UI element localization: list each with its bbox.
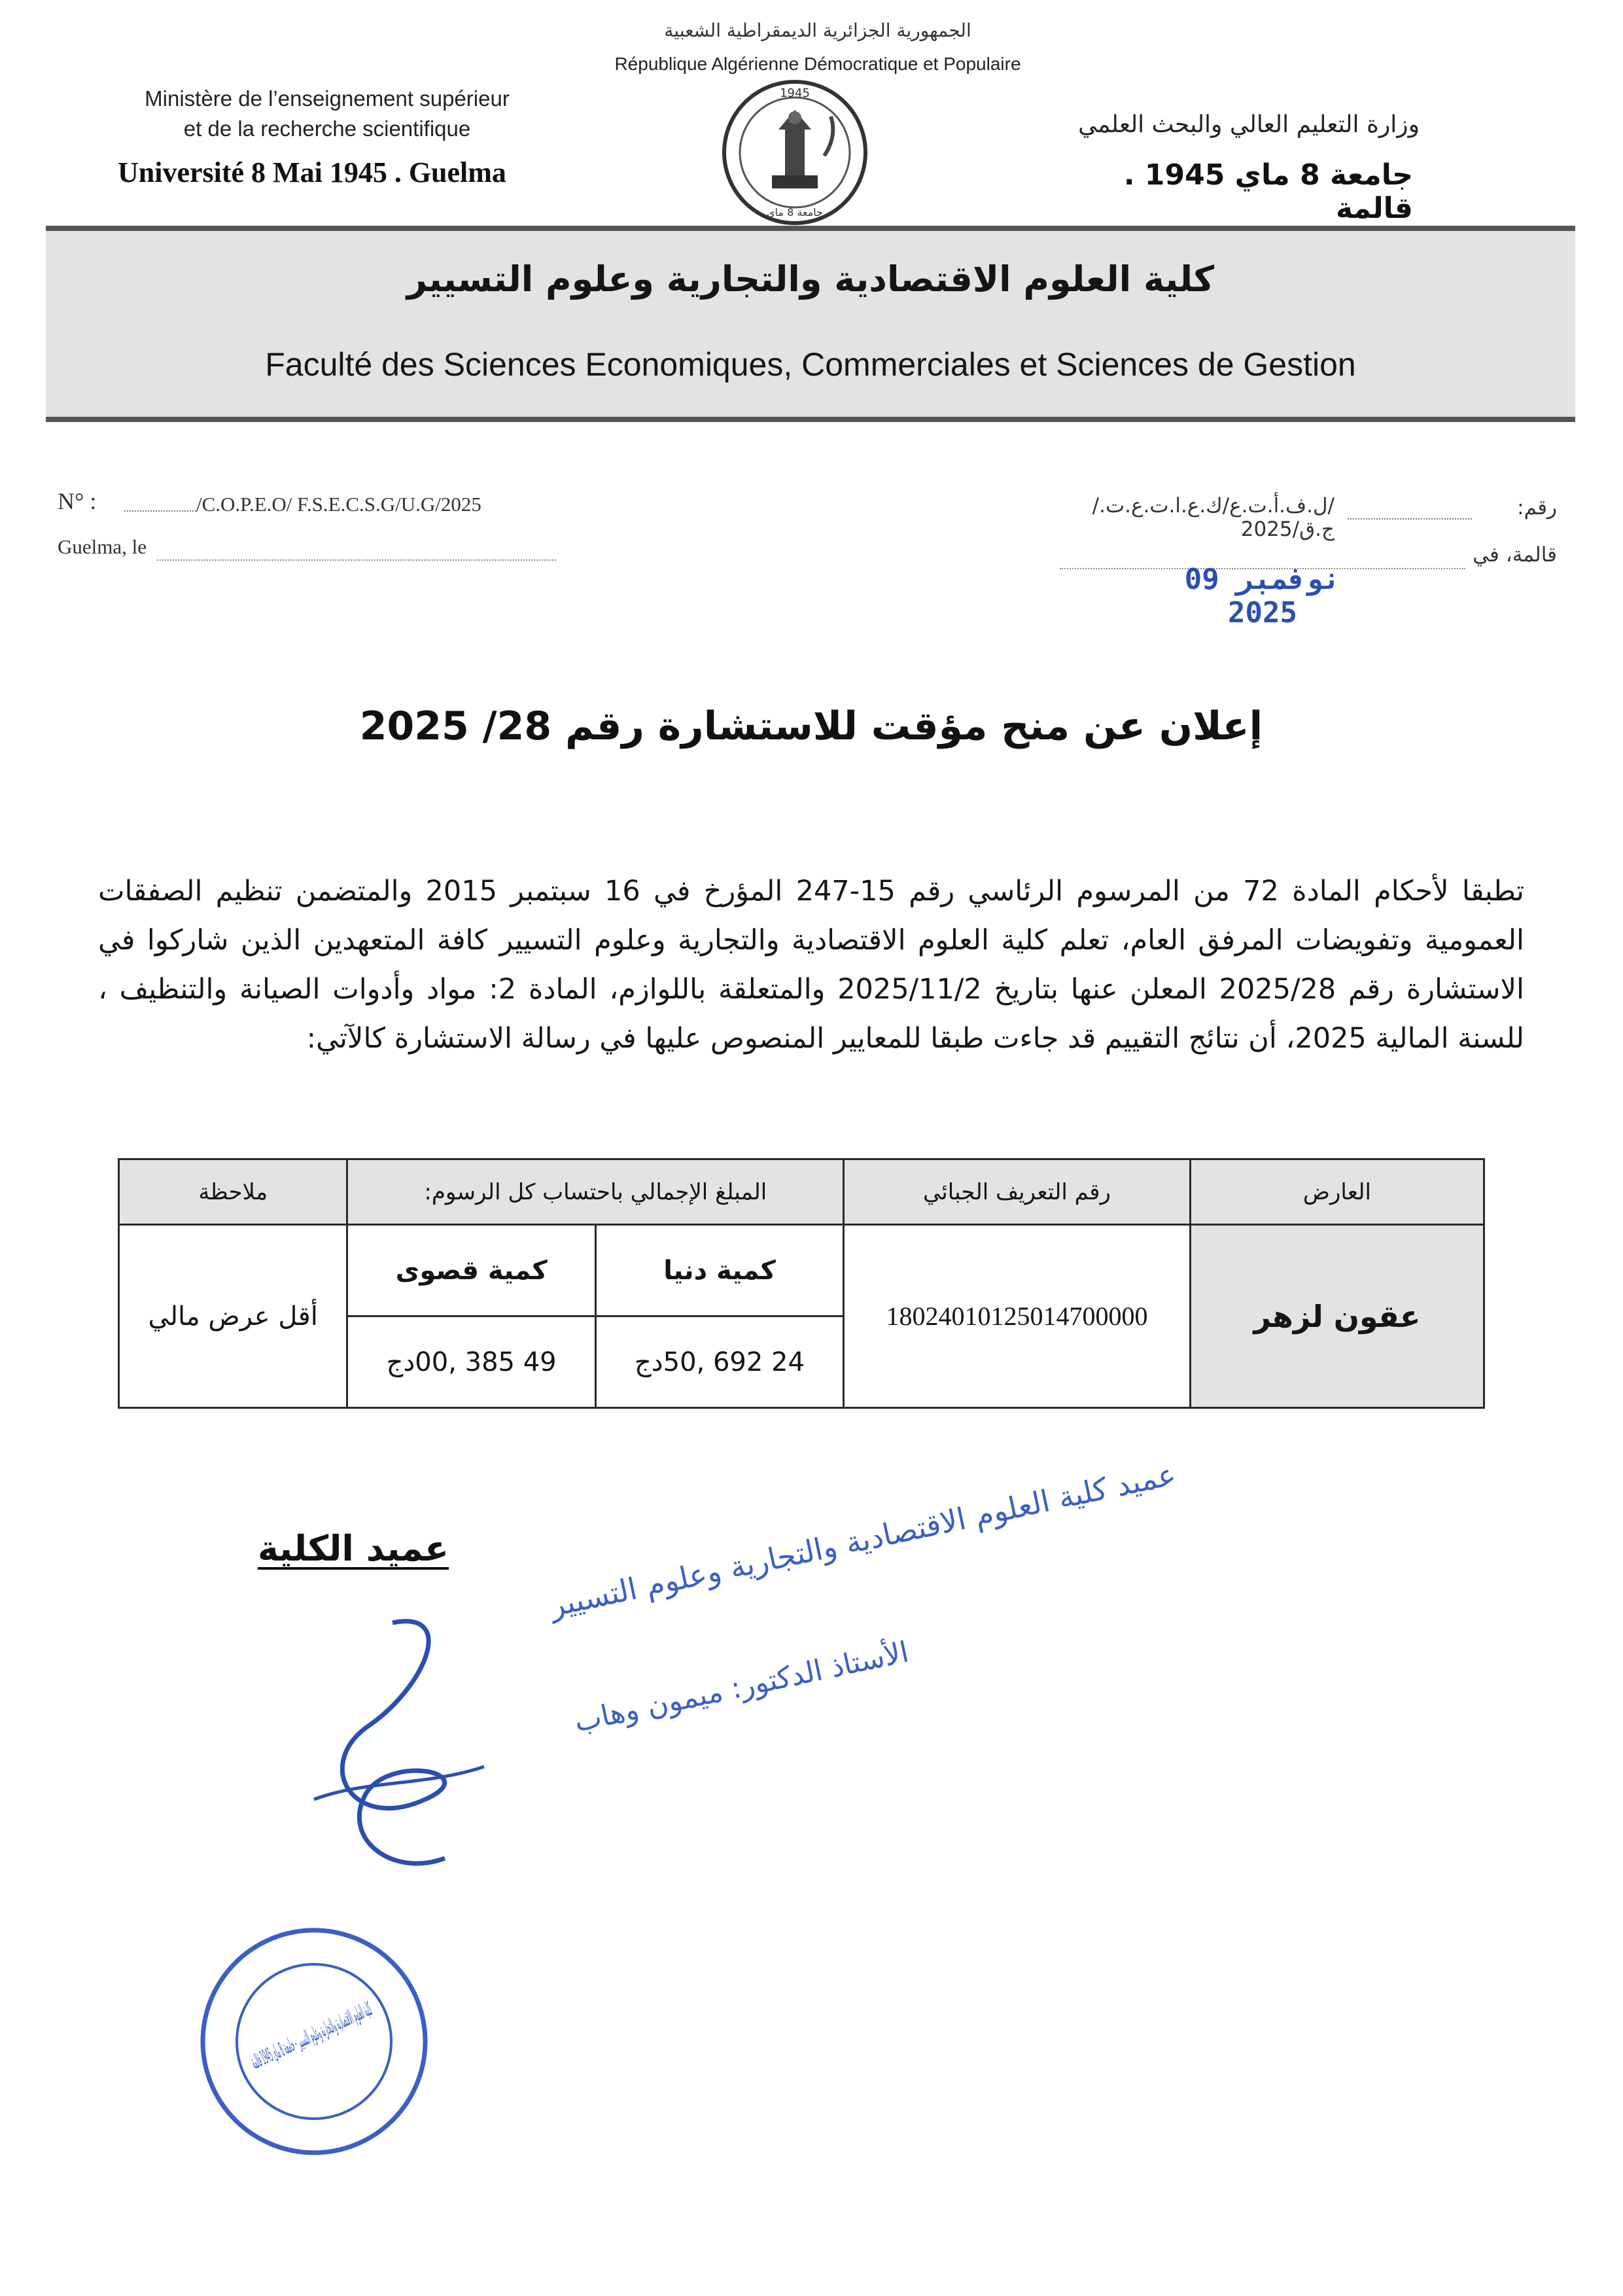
stamp-name-text: الأستاذ الدكتور: ميمون وهاب	[571, 1635, 912, 1739]
faculty-name-fr: Faculté des Sciences Economiques, Commerciales et Sciences de Gestion	[265, 346, 1356, 383]
subheader-max-quantity: كمية قصوى	[347, 1225, 595, 1316]
ministry-name-ar: وزارة التعليم العالي والبحث العلمي	[1078, 111, 1420, 138]
ref-number-dotted-line	[124, 510, 196, 512]
announcement-title: إعلان عن منح مؤقت للاستشارة رقم 28/ 2025	[359, 703, 1263, 749]
cell-min-amount: 24 692 ,50دج	[595, 1316, 843, 1408]
round-seal	[203, 1850, 692, 2153]
header-note: ملاحظة	[119, 1159, 347, 1225]
republic-name-fr: République Algérienne Démocratique et Populaire	[614, 54, 1021, 74]
subheader-min-quantity: كمية دنيا	[595, 1225, 843, 1316]
cell-bidder: عقون لزهر	[1190, 1225, 1484, 1408]
announcement-body: تطبقا لأحكام المادة 72 من المرسوم الرئاسي رقم 15-247 المؤرخ في 16 سبتمبر 2015 والمتضمن تنظيم الصفقات العمومية وتفويضات المرفق العام، تعلم كلية العلوم الاقتصادية والتجارية وعلوم التسيير كافة المتعهدين الذين شاركوا في الاستشارة رقم 2025/28 المعلن عنها بتاريخ 2025/11/2 والمتعلقة باللوازم، المادة 2: مواد وأدوات الصيانة والتنظيف ، للسنة المالية 2025، أن نتائج التقييم قد جاءت طبقا للمعايير المنصوص عليها في رسالة الاستشارة كالآتي:	[98, 875, 1524, 1055]
seal-text: كلية العلوم الاقتصادية والتجارية وعلوم التسيير - جامعة 8 ماي 1945 قالمة	[247, 1850, 692, 2074]
cell-note: أقل عرض مالي	[119, 1225, 347, 1408]
header-bidder: العارض	[1190, 1159, 1484, 1225]
university-logo	[720, 77, 870, 228]
table-row	[119, 1225, 1484, 1316]
university-name-ar: جامعة 8 ماي 1945 . قالمة	[1123, 158, 1413, 225]
place-date-label-ar: قالمة، في	[1473, 543, 1557, 567]
stamp-title-text: عميد كلية العلوم الاقتصادية والتجارية وعلوم التسيير	[546, 1456, 1179, 1624]
faculty-name-ar: كلية العلوم الاقتصادية والتجارية وعلوم التسيير	[406, 258, 1215, 300]
ref-number-label-ar: رقم:	[1517, 496, 1557, 520]
results-table	[118, 1158, 1485, 1409]
date-stamp: 09 نوفمبر 2025	[1184, 563, 1341, 629]
ministry-fr-line1: Ministère de l’enseignement supérieur	[145, 86, 510, 111]
ministry-name-fr	[118, 84, 536, 144]
ministry-fr-line2: et de la recherche scientifique	[183, 116, 471, 141]
ref-number-suffix-ar: /ل.ف.أ.ت.ع/ك.ع.ا.ت.ع.ت./ج.ق/2025	[1092, 494, 1335, 541]
faculty-banner	[46, 226, 1575, 422]
university-name-fr: Université 8 Mai 1945 . Guelma	[118, 156, 506, 188]
svg-text:1945: 1945	[780, 86, 810, 100]
cell-max-amount: 49 385 ,00دج	[347, 1316, 595, 1408]
ref-number-suffix: /C.O.P.E.O/ F.S.E.C.S.G/U.G/2025	[196, 493, 481, 516]
place-date-dotted-line-fr	[157, 559, 556, 561]
header-amount: المبلغ الإجمالي باحتساب كل الرسوم:	[347, 1159, 844, 1225]
dean-title: عميد الكلية	[257, 1528, 449, 1569]
republic-name-ar: الجمهورية الجزائرية الديمقراطية الشعبية	[664, 20, 971, 41]
table-header-row	[119, 1159, 1484, 1225]
ref-number-label: N° :	[58, 488, 97, 514]
signature-scribble	[342, 1621, 445, 1863]
header-tax-id: رقم التعريف الجبائي	[844, 1159, 1191, 1225]
place-date-label-fr: Guelma, le	[58, 535, 147, 558]
svg-text:جامعة 8 ماي: جامعة 8 ماي	[767, 206, 823, 219]
ref-number-dotted-line-ar	[1348, 518, 1472, 520]
cell-tax-id: 18024010125014700000	[844, 1225, 1191, 1408]
